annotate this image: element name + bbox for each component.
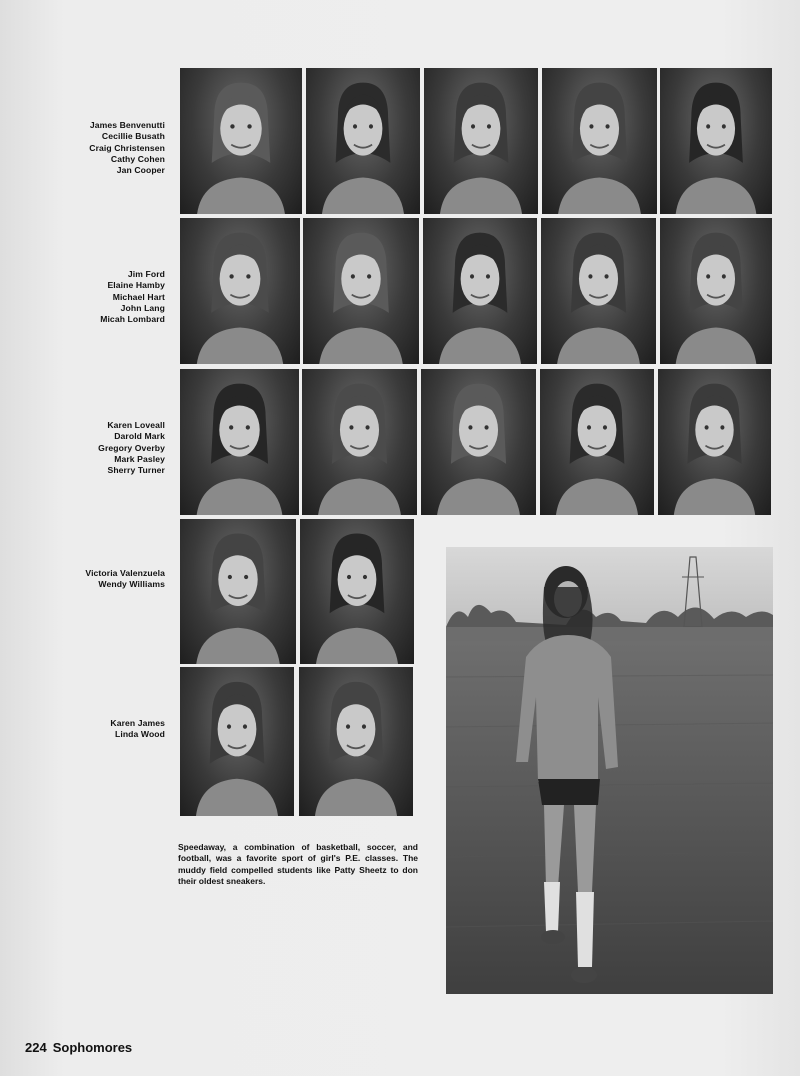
student-portrait [180,68,302,214]
name-list-row-3 [98,420,165,476]
student-portrait [540,369,654,515]
student-name: Karen James [110,718,165,728]
student-portrait [180,519,296,664]
student-name: Cathy Cohen [110,153,165,164]
student-portrait [306,68,420,214]
student-portrait [180,667,294,816]
student-portrait [300,519,414,664]
student-name: Michael Hart [112,291,165,302]
student-portrait [299,667,413,816]
candid-photo [446,547,773,994]
student-portrait [423,218,537,364]
student-portrait [302,369,417,515]
student-name: Darold Mark [114,431,165,442]
student-name: Wendy Williams [98,579,165,590]
student-name: Karen Loveall [107,420,165,430]
student-portrait [421,369,536,515]
student-portrait [660,218,772,364]
name-list-row-4 [85,568,165,591]
student-portrait [180,369,299,515]
student-name: Linda Wood [114,729,165,740]
student-name: Gregory Overby [98,442,165,453]
student-name: Jim Ford [127,269,165,279]
student-portrait [541,218,656,364]
page-footer [25,1040,138,1055]
student-name: Cecillie Busath [101,131,165,142]
student-portrait [303,218,419,364]
student-portrait [660,68,772,214]
student-name: James Benvenutti [89,120,165,130]
student-name: Micah Lombard [100,314,165,325]
page-number: 224 [25,1040,47,1055]
section-title: Sophomores [52,1040,133,1055]
student-name: Sherry Turner [107,465,165,476]
student-name: John Lang [120,302,165,313]
name-list-row-1 [89,120,165,176]
student-name: Craig Christensen [89,142,165,153]
student-name: Victoria Valenzuela [85,568,165,578]
name-list-row-2 [100,269,165,325]
student-portrait [542,68,657,214]
name-list-row-5 [110,718,165,741]
student-portrait [658,369,771,515]
student-portrait [424,68,538,214]
student-name: Elaine Hamby [107,280,165,291]
student-name: Jan Cooper [116,165,165,176]
student-name: Mark Pasley [114,453,165,464]
photo-caption: Speedaway, a combination of basketball, soccer, and football, was a favorite sport of girl's P.E. classes. The muddy field compelled students like Patty Sheetz to don their oldest sneakers. [178,842,418,887]
student-portrait [180,218,300,364]
